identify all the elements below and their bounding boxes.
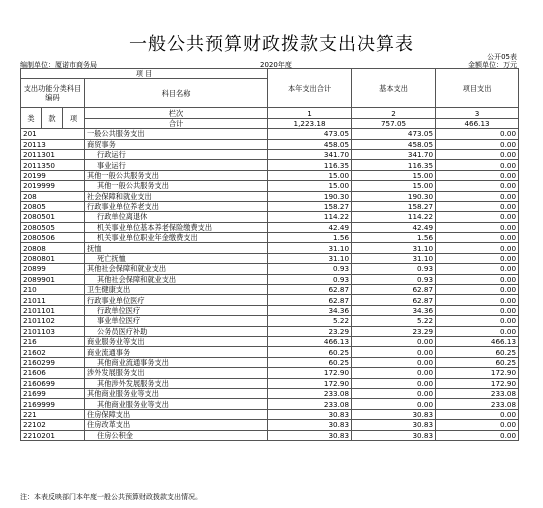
row-total: 30.83 (268, 430, 352, 440)
row-project: 0.00 (436, 233, 519, 243)
table-body (21, 69, 519, 441)
row-project: 0.00 (436, 201, 519, 211)
subject-name-header: 科目名称 (85, 79, 268, 108)
table-row (21, 264, 519, 274)
row-basic: 31.10 (352, 253, 436, 263)
table-row (21, 181, 519, 191)
table-row (21, 420, 519, 430)
row-total: 473.05 (268, 129, 352, 139)
row-project: 0.00 (436, 409, 519, 419)
row-code: 21011 (21, 295, 85, 305)
row-project: 233.08 (436, 388, 519, 398)
table-row (21, 399, 519, 409)
footnote: 注：本表反映部门本年度一般公共预算财政拨款支出情况。 (20, 493, 202, 501)
row-project: 0.00 (436, 160, 519, 170)
row-basic: 473.05 (352, 129, 436, 139)
row-total: 60.25 (268, 357, 352, 367)
row-code: 2080506 (21, 233, 85, 243)
table-row (21, 191, 519, 201)
item-group-header: 项 目 (21, 69, 268, 79)
total-basic: 757.05 (352, 118, 436, 128)
row-project: 0.00 (436, 274, 519, 284)
table-row (21, 316, 519, 326)
row-basic: 0.00 (352, 368, 436, 378)
table-row (21, 357, 519, 367)
row-subject: 商贸事务 (85, 139, 268, 149)
row-total: 62.87 (268, 285, 352, 295)
row-code: 2080501 (21, 212, 85, 222)
table-row (21, 274, 519, 284)
row-basic: 458.05 (352, 139, 436, 149)
table-row (21, 243, 519, 253)
row-subject: 其他商业流通事务支出 (85, 357, 268, 367)
row-code: 2019999 (21, 181, 85, 191)
row-project: 0.00 (436, 295, 519, 305)
row-basic: 34.36 (352, 305, 436, 315)
row-subject: 涉外发展服务支出 (85, 368, 268, 378)
row-total: 34.36 (268, 305, 352, 315)
year-label: 2020年度 (260, 61, 292, 69)
row-code: 2011301 (21, 149, 85, 159)
row-total: 30.83 (268, 409, 352, 419)
row-code: 2210201 (21, 430, 85, 440)
table-row (21, 160, 519, 170)
row-subject: 行政单位医疗 (85, 305, 268, 315)
row-subject: 其他商业服务业等支出 (85, 388, 268, 398)
row-project: 0.00 (436, 316, 519, 326)
row-basic: 341.70 (352, 149, 436, 159)
row-total: 1.56 (268, 233, 352, 243)
row-total: 190.30 (268, 191, 352, 201)
row-project: 0.00 (436, 149, 519, 159)
row-code: 2101102 (21, 316, 85, 326)
table-row (21, 295, 519, 305)
table-row (21, 336, 519, 346)
table-row (21, 285, 519, 295)
row-subject: 行政事业单位医疗 (85, 295, 268, 305)
row-total: 158.27 (268, 201, 352, 211)
table-row (21, 347, 519, 357)
row-total: 116.35 (268, 160, 352, 170)
row-basic: 114.22 (352, 212, 436, 222)
row-project: 0.00 (436, 243, 519, 253)
col-basic-header: 基本支出 (352, 69, 436, 108)
row-basic: 30.83 (352, 420, 436, 430)
row-subject: 住房保障支出 (85, 409, 268, 419)
row-basic: 0.00 (352, 399, 436, 409)
row-total: 172.90 (268, 378, 352, 388)
table-row (21, 212, 519, 222)
row-index-label: 栏次 (85, 108, 268, 118)
col-project-header: 项目支出 (436, 69, 519, 108)
row-subject: 事业运行 (85, 160, 268, 170)
idx-2: 2 (352, 108, 436, 118)
row-code: 221 (21, 409, 85, 419)
table-row (21, 222, 519, 232)
row-subject: 其他一般公共服务支出 (85, 170, 268, 180)
table-row (21, 233, 519, 243)
row-subject: 机关事业单位基本养老保险缴费支出 (85, 222, 268, 232)
row-project: 0.00 (436, 170, 519, 180)
row-project: 0.00 (436, 305, 519, 315)
row-subject: 行政单位离退休 (85, 212, 268, 222)
lei-header: 类 (21, 108, 42, 129)
row-basic: 0.00 (352, 347, 436, 357)
row-project: 0.00 (436, 326, 519, 336)
row-total: 114.22 (268, 212, 352, 222)
row-subject: 其他商业服务业等支出 (85, 399, 268, 409)
row-subject: 社会保障和就业支出 (85, 191, 268, 201)
row-code: 21699 (21, 388, 85, 398)
row-basic: 1.56 (352, 233, 436, 243)
row-code: 22102 (21, 420, 85, 430)
xiang-header: 项 (63, 108, 85, 129)
row-project: 172.90 (436, 378, 519, 388)
idx-3: 3 (436, 108, 519, 118)
row-basic: 158.27 (352, 201, 436, 211)
row-code: 2101101 (21, 305, 85, 315)
row-basic: 116.35 (352, 160, 436, 170)
row-code: 20805 (21, 201, 85, 211)
row-total: 31.10 (268, 243, 352, 253)
row-total: 42.49 (268, 222, 352, 232)
total-label: 合计 (85, 118, 268, 128)
table-row (21, 129, 519, 139)
table-row (21, 409, 519, 419)
row-code: 2160699 (21, 378, 85, 388)
row-total: 458.05 (268, 139, 352, 149)
row-code: 2080801 (21, 253, 85, 263)
row-subject: 其他社会保障和就业支出 (85, 264, 268, 274)
row-total: 62.87 (268, 295, 352, 305)
row-subject: 行政运行 (85, 149, 268, 159)
row-subject: 其他一般公共服务支出 (85, 181, 268, 191)
row-project: 466.13 (436, 336, 519, 346)
row-total: 60.25 (268, 347, 352, 357)
row-subject: 其他涉外发展服务支出 (85, 378, 268, 388)
row-code: 21602 (21, 347, 85, 357)
row-basic: 0.00 (352, 357, 436, 367)
table-row (21, 368, 519, 378)
col-total-header: 本年支出合计 (268, 69, 352, 108)
row-code: 210 (21, 285, 85, 295)
row-subject: 其他社会保障和就业支出 (85, 274, 268, 284)
table-row (21, 201, 519, 211)
row-project: 60.25 (436, 347, 519, 357)
row-code: 2101103 (21, 326, 85, 336)
kuan-header: 款 (42, 108, 63, 129)
row-subject: 行政事业单位养老支出 (85, 201, 268, 211)
row-project: 0.00 (436, 285, 519, 295)
row-basic: 62.87 (352, 285, 436, 295)
row-basic: 15.00 (352, 181, 436, 191)
report-title: 一般公共预算财政拨款支出决算表 (129, 34, 414, 55)
total-amount: 1,223.18 (268, 118, 352, 128)
row-subject: 住房公积金 (85, 430, 268, 440)
row-subject: 卫生健康支出 (85, 285, 268, 295)
unit-label: 编制单位：厦诺市商务局 (20, 61, 97, 69)
table-row (21, 305, 519, 315)
row-total: 233.08 (268, 399, 352, 409)
table-row (21, 326, 519, 336)
row-subject: 机关事业单位职业年金缴费支出 (85, 233, 268, 243)
row-basic: 0.00 (352, 336, 436, 346)
func-code-header: 支出功能分类科目编码 (21, 79, 85, 108)
expenditure-table (20, 68, 519, 441)
currency-unit: 金额单位：万元 (468, 61, 517, 69)
row-subject: 一般公共服务支出 (85, 129, 268, 139)
row-code: 2169999 (21, 399, 85, 409)
row-basic: 30.83 (352, 409, 436, 419)
row-subject: 住房改革支出 (85, 420, 268, 430)
row-total: 0.93 (268, 274, 352, 284)
row-project: 172.90 (436, 368, 519, 378)
row-total: 15.00 (268, 170, 352, 180)
row-code: 216 (21, 336, 85, 346)
form-code: 公开05表 (487, 53, 517, 61)
row-total: 31.10 (268, 253, 352, 263)
row-code: 2080505 (21, 222, 85, 232)
row-code: 208 (21, 191, 85, 201)
row-project: 0.00 (436, 253, 519, 263)
header-row-5 (21, 118, 519, 128)
row-total: 341.70 (268, 149, 352, 159)
table-row (21, 430, 519, 440)
row-subject: 抚恤 (85, 243, 268, 253)
row-basic: 42.49 (352, 222, 436, 232)
row-project: 60.25 (436, 357, 519, 367)
table-row (21, 388, 519, 398)
row-basic: 0.93 (352, 274, 436, 284)
row-code: 20199 (21, 170, 85, 180)
row-project: 0.00 (436, 222, 519, 232)
row-total: 30.83 (268, 420, 352, 430)
idx-1: 1 (268, 108, 352, 118)
row-basic: 0.00 (352, 378, 436, 388)
row-code: 201 (21, 129, 85, 139)
row-basic: 0.00 (352, 388, 436, 398)
row-basic: 30.83 (352, 430, 436, 440)
table-row (21, 149, 519, 159)
row-code: 21606 (21, 368, 85, 378)
header-row-4 (21, 108, 519, 118)
header-row-1 (21, 69, 519, 79)
row-basic: 0.93 (352, 264, 436, 274)
row-project: 0.00 (436, 430, 519, 440)
row-total: 23.29 (268, 326, 352, 336)
row-subject: 公务员医疗补助 (85, 326, 268, 336)
table-row (21, 253, 519, 263)
row-basic: 15.00 (352, 170, 436, 180)
row-code: 20899 (21, 264, 85, 274)
row-project: 0.00 (436, 129, 519, 139)
row-project: 233.08 (436, 399, 519, 409)
table-row (21, 378, 519, 388)
row-code: 2160299 (21, 357, 85, 367)
total-project: 466.13 (436, 118, 519, 128)
row-project: 0.00 (436, 139, 519, 149)
row-code: 20808 (21, 243, 85, 253)
row-code: 20113 (21, 139, 85, 149)
row-basic: 5.22 (352, 316, 436, 326)
row-total: 466.13 (268, 336, 352, 346)
row-total: 0.93 (268, 264, 352, 274)
row-basic: 190.30 (352, 191, 436, 201)
row-basic: 23.29 (352, 326, 436, 336)
row-project: 0.00 (436, 264, 519, 274)
row-subject: 事业单位医疗 (85, 316, 268, 326)
row-project: 0.00 (436, 212, 519, 222)
row-basic: 62.87 (352, 295, 436, 305)
row-subject: 死亡抚恤 (85, 253, 268, 263)
row-subject: 商业流通事务 (85, 347, 268, 357)
row-code: 2011350 (21, 160, 85, 170)
row-total: 5.22 (268, 316, 352, 326)
row-total: 233.08 (268, 388, 352, 398)
row-total: 15.00 (268, 181, 352, 191)
table-row (21, 170, 519, 180)
table-row (21, 139, 519, 149)
row-project: 0.00 (436, 191, 519, 201)
row-basic: 31.10 (352, 243, 436, 253)
row-total: 172.90 (268, 368, 352, 378)
row-project: 0.00 (436, 420, 519, 430)
row-project: 0.00 (436, 181, 519, 191)
row-subject: 商业服务业等支出 (85, 336, 268, 346)
row-code: 2089901 (21, 274, 85, 284)
